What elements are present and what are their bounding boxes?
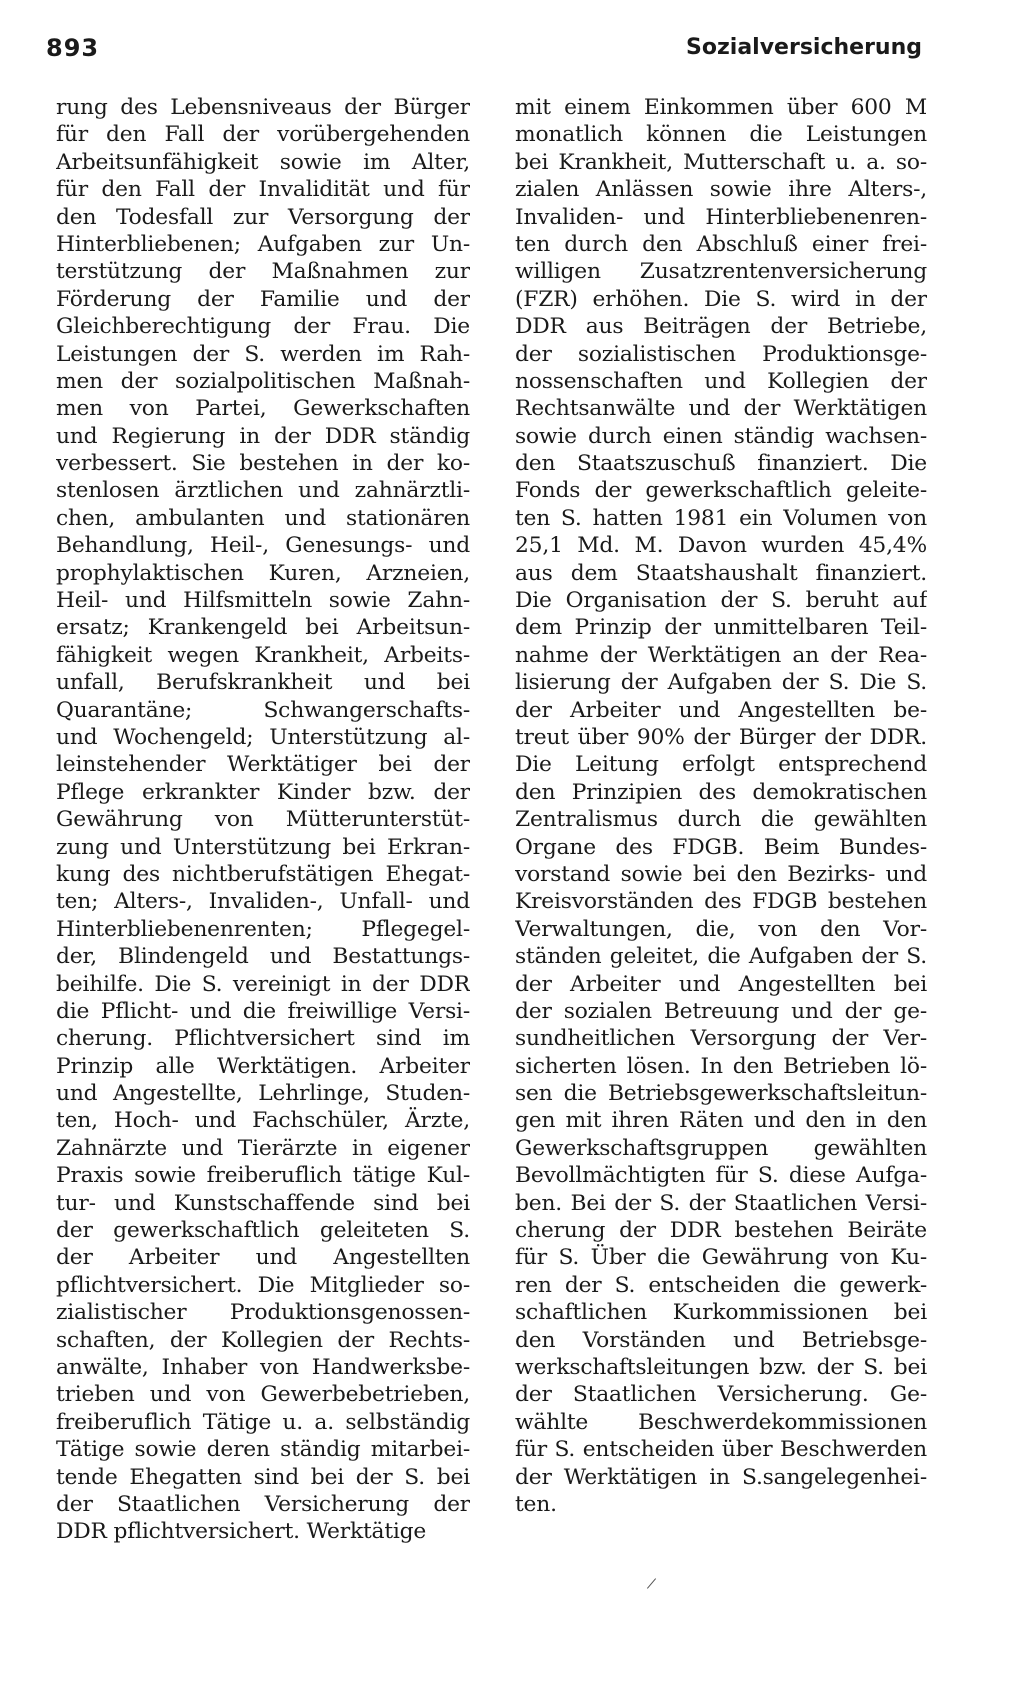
text-line: freiberuflich Tätige u. a. selbständig <box>56 1409 470 1435</box>
text-line: unfall, Berufskrankheit und bei <box>56 670 470 696</box>
text-line: Förderung der Familie und der <box>56 286 470 312</box>
text-line: der Staatlichen Versicherung der <box>56 1491 470 1517</box>
text-line: der sozialistischen Produktionsge- <box>515 341 927 367</box>
stray-pen-mark <box>647 1578 656 1589</box>
text-line: Fonds der gewerkschaftlich geleite- <box>515 478 927 504</box>
text-line: ten. <box>515 1491 557 1517</box>
text-line: stenlosen ärztlichen und zahnärztli- <box>56 478 470 504</box>
page-number: 893 <box>46 34 100 62</box>
text-line: mit einem Einkommen über 600 M <box>515 95 927 120</box>
text-line: nossenschaften und Kollegien der <box>515 368 927 394</box>
text-line: Leistungen der S. werden im Rah- <box>56 341 470 367</box>
text-line: der Staatlichen Versicherung. Ge- <box>515 1382 927 1408</box>
text-line: Invaliden- und Hinterbliebenenren- <box>515 204 927 230</box>
text-line: der Arbeiter und Angestellten <box>56 1245 470 1271</box>
text-line: für den Fall der vorübergehenden <box>56 122 470 148</box>
text-line: gen mit ihren Räten und den in den <box>515 1108 927 1134</box>
text-line: Arbeitsunfähigkeit sowie im Alter, <box>56 149 470 175</box>
text-line: der Arbeiter und Angestellten be- <box>515 697 927 723</box>
left-text-column <box>56 94 470 1546</box>
text-line: verbessert. Sie bestehen in der ko- <box>56 451 470 477</box>
text-line: für den Fall der Invalidität und für <box>56 177 470 203</box>
text-line: (FZR) erhöhen. Die S. wird in der <box>515 286 927 312</box>
text-line: vorstand sowie bei den Bezirks- und <box>515 861 927 887</box>
text-line: leinstehender Werktätiger bei der <box>56 752 470 778</box>
text-line: prophylaktischen Kuren, Arzneien, <box>56 560 470 586</box>
text-line: und Wochengeld; Unterstützung al- <box>56 724 470 750</box>
text-line: ersatz; Krankengeld bei Arbeitsun- <box>56 615 470 641</box>
text-line: ten; Alters-, Invaliden-, Unfall- und <box>56 889 470 915</box>
text-line: der gewerkschaftlich geleiteten S. <box>56 1218 470 1244</box>
text-line: ten durch den Abschluß einer frei- <box>515 231 927 257</box>
text-line: sicherten lösen. In den Betrieben lö- <box>515 1053 927 1079</box>
text-line: Gewerkschaftsgruppen gewählten <box>515 1135 927 1161</box>
text-line: Gewährung von Mütterunterstüt- <box>56 807 470 833</box>
text-line: willigen Zusatzrentenversicherung <box>515 259 927 285</box>
text-line: cherung. Pflichtversichert sind im <box>56 1026 470 1052</box>
text-line: ten, Hoch- und Fachschüler, Ärzte, <box>56 1108 470 1134</box>
text-line: ständen geleitet, die Aufgaben der S. <box>515 944 927 970</box>
text-line: fähigkeit wegen Krankheit, Arbeits- <box>56 642 470 668</box>
text-line: Zentralismus durch die gewählten <box>515 807 927 833</box>
text-line: Behandlung, Heil-, Genesungs- und <box>56 533 470 559</box>
text-line: ten S. hatten 1981 ein Volumen von <box>515 505 927 531</box>
text-line: ben. Bei der S. der Staatlichen Versi- <box>515 1190 927 1216</box>
text-line: Gleichberechtigung der Frau. Die <box>56 314 470 340</box>
text-line: die Pflicht- und die freiwillige Versi- <box>56 998 470 1024</box>
running-head: Sozialversicherung <box>686 35 922 60</box>
text-line: der sozialen Betreuung und der ge- <box>515 998 927 1024</box>
text-line: chen, ambulanten und stationären <box>56 505 470 531</box>
text-line: Hinterbliebenen; Aufgaben zur Un- <box>56 231 470 257</box>
text-line: den Todesfall zur Versorgung der <box>56 204 470 230</box>
text-line: Rechtsanwälte und der Werktätigen <box>515 396 927 422</box>
text-line: rung des Lebensniveaus der Bürger <box>56 95 470 120</box>
text-line: sundheitlichen Versorgung der Ver- <box>515 1026 927 1052</box>
text-line: cherung der DDR bestehen Beiräte <box>515 1218 927 1244</box>
text-line: aus dem Staatshaushalt finanziert. <box>515 560 927 586</box>
text-line: Bevollmächtigten für S. diese Aufga- <box>515 1163 927 1189</box>
text-line: terstützung der Maßnahmen zur <box>56 259 470 285</box>
text-line: 25,1 Md. M. Davon wurden 45,4% <box>515 533 927 559</box>
text-line: Heil- und Hilfsmitteln sowie Zahn- <box>56 588 470 614</box>
text-line: lisierung der Aufgaben der S. Die S. <box>515 670 927 696</box>
text-line: treut über 90% der Bürger der DDR. <box>515 724 927 750</box>
text-line: für S. entscheiden über Beschwerden <box>515 1437 927 1463</box>
text-line: den Prinzipien des demokratischen <box>515 779 927 805</box>
text-line: den Staatszuschuß finanziert. Die <box>515 451 927 477</box>
text-line: DDR pflichtversichert. Werktätige <box>56 1519 427 1545</box>
text-line: kung des nichtberufstätigen Ehegat- <box>56 861 470 887</box>
text-line: nahme der Werktätigen an der Rea- <box>515 642 927 668</box>
text-line: der Arbeiter und Angestellten bei <box>515 971 927 997</box>
text-line: Praxis sowie freiberuflich tätige Kul- <box>56 1163 470 1189</box>
text-line: Prinzip alle Werktätigen. Arbeiter <box>56 1053 470 1079</box>
text-line: ren der S. entscheiden die gewerk- <box>515 1272 927 1298</box>
text-line: schaften, der Kollegien der Rechts- <box>56 1327 470 1353</box>
text-line: anwälte, Inhaber von Handwerksbe- <box>56 1354 470 1380</box>
text-line: sen die Betriebsgewerkschaftsleitun- <box>515 1081 927 1107</box>
text-line: DDR aus Beiträgen der Betriebe, <box>515 314 927 340</box>
text-line: Verwaltungen, die, von den Vor- <box>515 916 927 942</box>
text-line: wählte Beschwerdekommissionen <box>515 1409 927 1435</box>
text-line: zung und Unterstützung bei Erkran- <box>56 834 470 860</box>
right-text-column <box>515 94 927 1518</box>
text-line: der Werktätigen in S.sangelegenhei- <box>515 1464 927 1490</box>
text-line: tur- und Kunstschaffende sind bei <box>56 1190 470 1216</box>
text-line: monatlich können die Leistungen <box>515 122 927 148</box>
text-line: Quarantäne; Schwangerschafts- <box>56 697 470 723</box>
text-line: Die Organisation der S. beruht auf <box>515 588 927 614</box>
text-line: Pflege erkrankter Kinder bzw. der <box>56 779 470 805</box>
text-line: beihilfe. Die S. vereinigt in der DDR <box>56 971 470 997</box>
text-line: für S. Über die Gewährung von Ku- <box>515 1245 927 1271</box>
text-line: men der sozialpolitischen Maßnah- <box>56 368 470 394</box>
text-line: Tätige sowie deren ständig mitarbei- <box>56 1437 470 1463</box>
text-line: Die Leitung erfolgt entsprechend <box>515 752 927 778</box>
text-line: Kreisvorständen des FDGB bestehen <box>515 889 927 915</box>
text-line: und Angestellte, Lehrlinge, Studen- <box>56 1081 470 1107</box>
text-line: schaftlichen Kurkommissionen bei <box>515 1300 927 1326</box>
text-line: Zahnärzte und Tierärzte in eigener <box>56 1135 470 1161</box>
text-line: zialen Anlässen sowie ihre Alters-, <box>515 177 927 203</box>
text-line: und Regierung in der DDR ständig <box>56 423 470 449</box>
text-line: trieben und von Gewerbebetrieben, <box>56 1382 470 1408</box>
text-line: tende Ehegatten sind bei der S. bei <box>56 1464 470 1490</box>
text-line: zialistischer Produktionsgenossen- <box>56 1300 470 1326</box>
text-line: men von Partei, Gewerkschaften <box>56 396 470 422</box>
text-line: pflichtversichert. Die Mitglieder so- <box>56 1272 470 1298</box>
text-line: bei Krankheit, Mutterschaft u. a. so- <box>515 149 927 175</box>
text-line: werkschaftsleitungen bzw. der S. bei <box>515 1354 927 1380</box>
text-line: Hinterbliebenenrenten; Pflegegel- <box>56 916 470 942</box>
text-line: Organe des FDGB. Beim Bundes- <box>515 834 927 860</box>
text-line: dem Prinzip der unmittelbaren Teil- <box>515 615 927 641</box>
text-line: der, Blindengeld und Bestattungs- <box>56 944 470 970</box>
text-line: den Vorständen und Betriebsge- <box>515 1327 927 1353</box>
text-line: sowie durch einen ständig wachsen- <box>515 423 927 449</box>
